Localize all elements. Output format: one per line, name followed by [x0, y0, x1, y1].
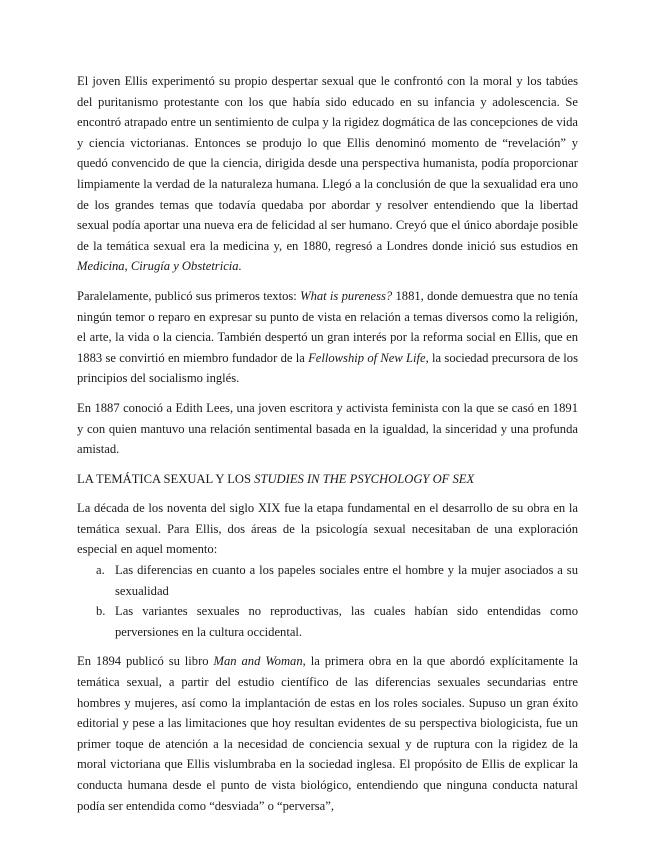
document-page	[77, 71, 578, 816]
paragraph-3: En 1887 conoció a Edith Lees, una joven escritora y activista feminista con la que se casó en 1891 y con quien mantuvo una relación sentimental basada en la igualdad, la sinceridad y una profunda amistad.	[77, 400, 578, 457]
paragraph-4: La década de los noventa del siglo XIX fue la etapa fundamental en el desarrollo de su obra en la temática sexual. Para Ellis, dos áreas de la psicología sexual necesitaban de una exploración especial en aquel momento:	[77, 501, 578, 557]
paragraph-2: Paralelamente, publicó sus primeros textos: What is pureness? 1881, donde demuestra que no tenía ningún temor o reparo en expresar su punto de vista en relación a temas diversos como la religión, el arte, la vida o la ciencia. También despertó un gran interés por la reforma social en Ellis, que en 1883 se convirtió en miembro fundador de la Fellowship of New Life, la sociedad precursora de los principios del socialismo inglés.	[77, 288, 579, 386]
list-item: b. Las variantes sexuales no reproductivas, las cuales habían sido entendidas como perversiones en la cultura occidental.	[77, 601, 578, 642]
section-heading: LA TEMÁTICA SEXUAL Y LOS STUDIES IN THE PSYCHOLOGY OF SEX	[77, 471, 475, 486]
paragraph-5: En 1894 publicó su libro Man and Woman, la primera obra en la que abordó explícitamente la temática sexual, a partir del estudio científico de las diferencias sexuales secundarias entre hombres y mujeres, así como la implantación de estas en los roles sociales. Supuso un gran éxito editorial y pese a las limitaciones que hoy resultan evidentes de su perspectiva biologicista, fue un primer toque de atención a la necesidad de conciencia sexual y de ruptura con la rigidez de la moral victoriana que Ellis vislumbraba en la sociedad inglesa. El propósito de Ellis de explicar la conducta humana desde el punto de vista biológico, entendiendo que ninguna conducta natural podía ser entendida como “desviada” o “perversa”,	[77, 654, 578, 813]
italic-title: STUDIES IN THE PSYCHOLOGY OF SEX	[254, 471, 475, 486]
italic-title: Fellowship of New Life	[308, 350, 426, 365]
italic-title: What is pureness?	[300, 288, 393, 303]
list-item: a. Las diferencias en cuanto a los papeles sociales entre el hombre y la mujer asociados a su sexualidad	[77, 560, 578, 601]
list-marker: a.	[96, 563, 105, 578]
italic-title: Medicina, Cirugía y Obstetricia.	[77, 259, 242, 274]
ordered-list	[77, 560, 578, 642]
paragraph-1: El joven Ellis experimentó su propio despertar sexual que le confrontó con la moral y los tabúes del puritanismo protestante con los que había sido educado en su infancia y adolescencia. Se encontró atrapado entre un sentimiento de culpa y la rigidez dogmática de las concepciones de vida y ciencia victorianas. Entonces se produjo lo que Ellis denominó momento de “revelación” y quedó convencido de que la ciencia, dirigida desde una perspectiva humanista, podía proporcionar limpiamente la verdad de la naturaleza humana. Llegó a la conclusión de que la sexualidad era uno de los grandes temas que todavía quedaba por abordar y resolver entendiendo que la libertad sexual podía aportar una nueva era de felicidad al ser humano. Creyó que el único abordaje posible de la temática sexual era la medicina y, en 1880, regresó a Londres donde inició sus estudios en Medicina, Cirugía y Obstetricia.	[77, 74, 578, 274]
list-marker: b.	[96, 604, 106, 619]
italic-title: Man and Woman	[213, 654, 303, 669]
